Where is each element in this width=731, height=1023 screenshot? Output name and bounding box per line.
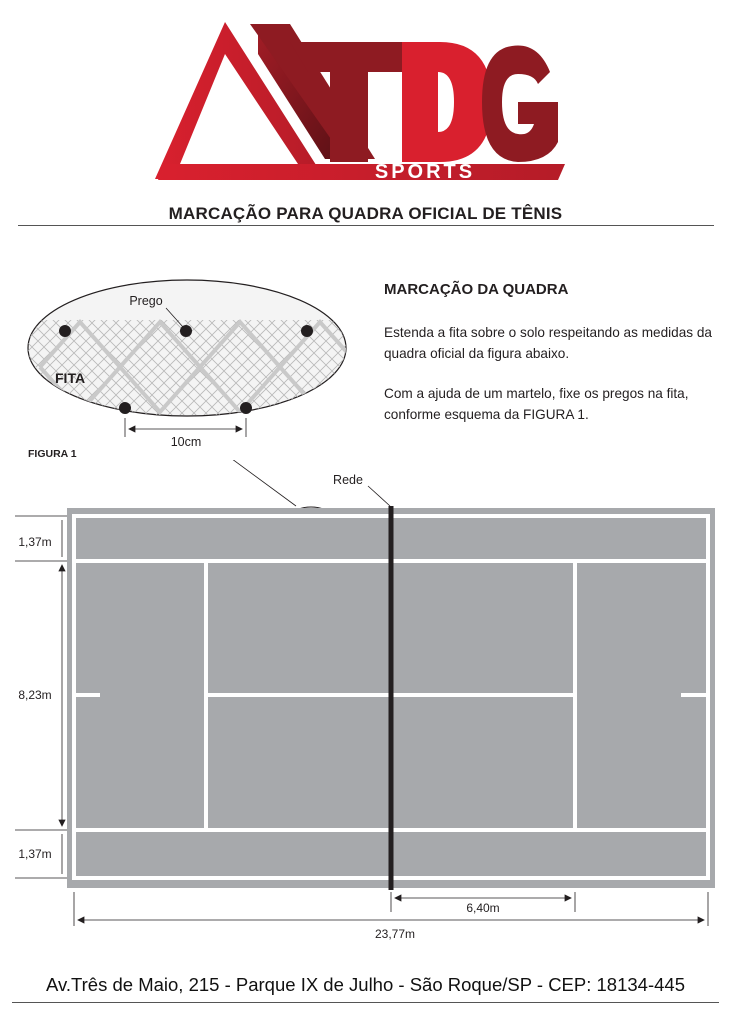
logo-letters [290,42,558,162]
tdg-sports-logo [140,14,590,194]
figure-1-detail [20,275,360,455]
bottom-dimension-lines [74,892,708,926]
title-divider [18,225,714,226]
dim-service-line: 6,40m [466,901,500,915]
dim-singles-width: 8,23m [18,688,52,702]
zoom-leader [228,460,296,506]
footer-divider [12,1002,719,1003]
figure-1-label: FIGURA 1 [28,448,77,460]
net-leader [368,486,390,506]
dim-alley-top: 1,37m [18,535,52,549]
logo-sports-bar [158,164,565,180]
nail [240,402,252,414]
tennis-court-diagram [0,460,731,960]
document-title: MARCAÇÃO PARA QUADRA OFICIAL DE TÊNIS [168,204,563,223]
dim-total-length: 23,77m [374,927,416,941]
nail [119,402,131,414]
instruction-paragraph-2: Com a ajuda de um martelo, fixe os pregos na fita, conforme esquema da FIGURA 1. [384,386,689,422]
nail [301,325,313,337]
section-heading: MARCAÇÃO DA QUADRA [384,281,569,298]
tape-label: FITA [55,370,86,386]
logo-sports-text: SPORTS [374,161,476,183]
nail [180,325,192,337]
instruction-paragraph-1: Estenda a fita sobre o solo respeitando as medidas da quadra oficial da figura abaixo. [384,325,712,361]
footer-address: Av.Três de Maio, 215 - Parque IX de Julho - São Roque/SP - CEP: 18134-445 [46,974,685,995]
net-label: Rede [333,473,363,487]
nail [59,325,71,337]
nail-label: Prego [129,294,163,308]
spacing-label: 10cm [170,435,202,449]
dim-alley-bottom: 1,37m [18,847,52,861]
